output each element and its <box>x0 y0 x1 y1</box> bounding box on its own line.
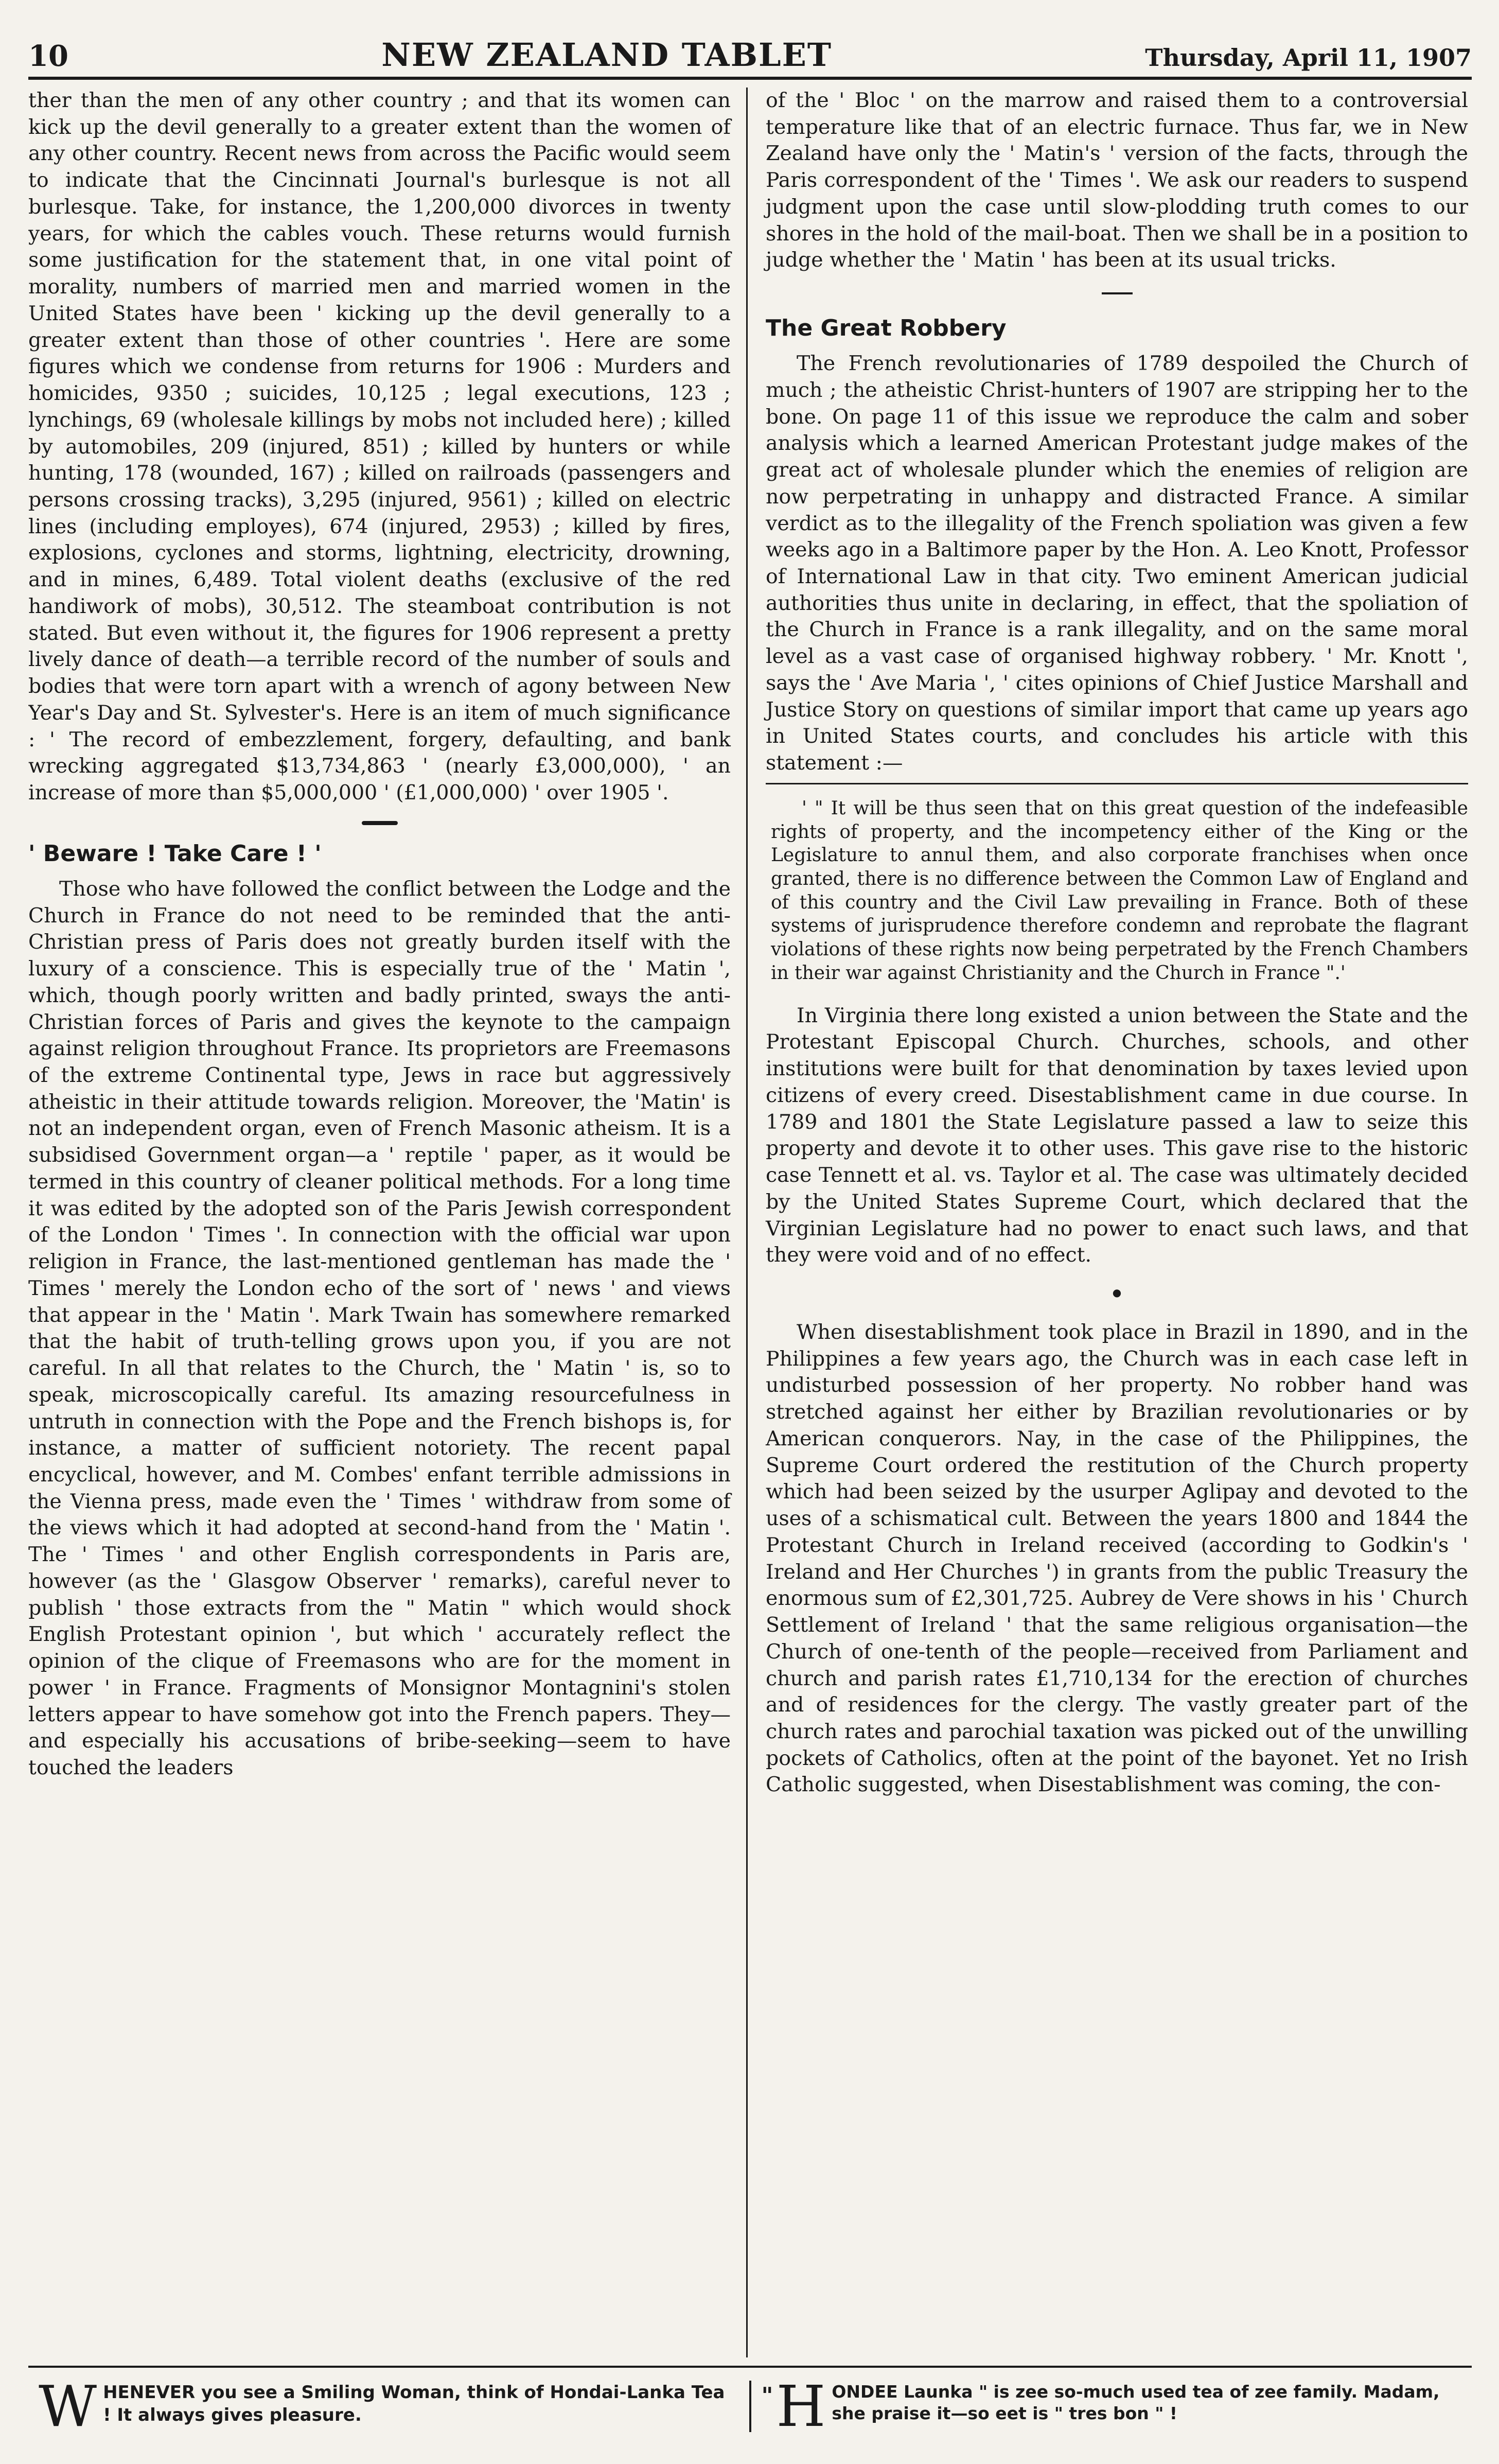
advertisement-right <box>751 2375 1472 2438</box>
page-number: 10 <box>28 39 68 73</box>
paragraph: Those who have followed the conflict between the Lodge and the Church in France do not need to be reminded that the anti-Christian press of Paris does not greatly burden itself with the luxury of a conscience. This is especially true of the ' Matin ', which, though poorly written and badly printed, sways the anti-Christian forces of Paris and gives the keynote to the campaign against religion throughout France. Its proprietors are Freemasons of the extreme Continental type, Jews in race but aggressively atheistic in their attitude towards religion. Moreover, the 'Matin' is not an independent organ, even of French Masonic atheism. It is a subsidised Government organ—a ' reptile ' paper, as it would be termed in this country of cleaner political methods. For a long time it was edited by the adopted son of the Paris Jewish correspondent of the London ' Times '. In connection with the official war upon religion in France, the last-mentioned gentleman has made the ' Times ' merely the London echo of the sort of ' news ' and views that appear in the ' Matin '. Mark Twain has somewhere remarked that the habit of truth-telling grows upon you, if you are not careful. In all that relates to the Church, the ' Matin ' is, so to speak, microscopically careful. Its amazing resourcefulness in untruth in connection with the Pope and the French bishops is, for instance, a matter of sufficient notoriety. The recent papal encyclical, however, and M. Combes' enfant terrible admissions in the Vienna press, made even the ' Times ' withdraw from some of the views which it had adopted at second-hand from the ' Matin '. The ' Times ' and other English correspondents in Paris are, however (as the ' Glasgow Observer ' remarks), careful never to publish ' those extracts from the " Matin " which would shock English Protestant opinion ', but which ' accurately reflect the opinion of the clique of Freemasons who are for the moment in power ' in France. Fragments of Monsignor Montagnini's stolen letters appear to have somehow got into the French papers. They—and especially his accusations of bribe-seeking—seem to have touched the leaders <box>28 877 731 1780</box>
block-quote: ' " It will be thus seen that on this great question of the indefeasible rights of property, and the incompetency either of the King or the Legislature to annul them, and also corporate franchises when once granted, there is no difference between the Common Law of England and of this country and the Civil Law prevailing in France. Both of these systems of jurisprudence therefore condemn and reprobate the flagrant violations of these rights now being perpetrated by the French Chambers in their war against Christianity and the Church in France ".' <box>771 797 1468 984</box>
paragraph: When disestablishment took place in Brazil in 1890, and in the Philippines a few years ago, the Church was in each case left in undisturbed possession of her property. No robber hand was stretched against her either by Brazilian revolutionaries or by American conquerors. Nay, in the case of the Philippines, the Supreme Court ordered the restitution of the Church property which had been seized by the usurper Aglipay and devoted to the uses of a schismatical cult. Between the years 1800 and 1844 the Protestant Church in Ireland received (according to Godkin's ' Ireland and Her Churches ') in grants from the public Treasury the enormous sum of £2,301,725. Aubrey de Vere shows in his ' Church Settlement of Ireland ' that the same religious organisation—the Church of one-tenth of the people—received from Parliament and church and parish rates £1,710,134 for the erection of churches and of residences for the clergy. The vastly greater part of the church rates and parochial taxation was picked out of the unwilling pockets of Catholics, often at the point of the bayonet. Yet no Irish Catholic suggested, when Disestablishment was coming, the con- <box>766 1320 1468 1797</box>
article-columns <box>28 88 1472 2357</box>
masthead <box>28 36 1472 80</box>
publication-title: NEW ZEALAND TABLET <box>381 36 832 74</box>
paragraph: The French revolutionaries of 1789 despoiled the Church of much ; the atheistic Christ-hunters of 1907 are stripping her to the bone. On page 11 of this issue we reproduce the calm and sober analysis which a learned American Protestant judge makes of the great act of wholesale plunder which the enemies of religion are now perpetrating in unhappy and distracted France. A similar verdict as to the illegality of the French spoliation was given a few weeks ago in a Baltimore paper by the Hon. A. Leo Knott, Professor of International Law in that city. Two eminent American judicial authorities thus unite in declaring, in effect, that the spoliation of the Church in France is a rank illegality, and on the same moral level as a vast case of organised highway robbery. ' Mr. Knott ', says the ' Ave Maria ', ' cites opinions of Chief Justice Marshall and Justice Story on questions of similar import that came up years ago in United States courts, and concludes his article with this statement :— <box>766 352 1468 775</box>
paragraph: of the ' Bloc ' on the marrow and raised them to a controversial temperature like that of an electric furnace. Thus far, we in New Zealand have only the ' Matin's ' version of the facts, through the Paris correspondent of the ' Times '. We ask our readers to suspend judgment upon the case until slow-plodding truth comes to our shores in the hold of the mail-boat. Then we shall be in a position to judge whether the ' Matin ' has been at its usual tricks. <box>766 89 1468 272</box>
newspaper-page <box>28 36 1472 2445</box>
left-column <box>28 88 741 2357</box>
ornament-dot: ● <box>1112 1286 1122 1299</box>
drop-cap: W <box>39 2373 97 2439</box>
right-column <box>753 88 1468 2357</box>
paragraph: ther than the men of any other country ; and that its women can kick up the devil generally to a greater extent than the women of any other country. Recent news from across the Pacific would seem to indicate that the Cincinnati Journal's burlesque is not all burlesque. Take, for instance, the 1,200,000 divorces in twenty years, for which the cables vouch. These returns would furnish some justification for the statement that, in one vital point of morality, numbers of married men and married women in the United States have been ' kicking up the devil generally to a greater extent than those of other countries '. Here are some figures which we condense from returns for 1906 : Murders and homicides, 9350 ; suicides, 10,125 ; legal executions, 123 ; lynchings, 69 (wholesale killings by mobs not included here) ; killed by automobiles, 209 (injured, 851) ; killed by hunters or while hunting, 178 (wounded, 167) ; killed on railroads (passengers and persons crossing tracks), 3,295 (injured, 9561) ; killed on electric lines (including employes), 674 (injured, 2953) ; killed by fires, explosions, cyclones and storms, lightning, electricity, drowning, and in mines, 6,489. Total violent deaths (exclusive of the red handiwork of mobs), 30,512. The steamboat contribution is not stated. But even without it, the figures for 1906 represent a pretty lively dance of death—a terrible record of the number of souls and bodies that were torn apart with a wrench of agony between New Year's Day and St. Sylvester's. Here is an item of much significance : ' The record of embezzlement, forgery, defaulting, and bank wrecking aggregated $13,734,863 ' (nearly £3,000,000), ' an increase of more than $5,000,000 ' (£1,000,000) ' over 1905 '. <box>28 89 731 805</box>
ad-text: ONDEE Launka " is zee so-much used tea of zee family. Madam, she praise it—so eet is " tres bon " ! <box>832 2381 1440 2424</box>
footer-advertisements <box>28 2366 1472 2445</box>
issue-date: Thursday, April 11, 1907 <box>1145 44 1472 72</box>
quote-rule <box>766 783 1468 784</box>
section-divider <box>362 821 398 825</box>
open-quote: " <box>761 2382 773 2409</box>
column-rule <box>746 88 748 2357</box>
advertisement-left <box>28 2375 749 2438</box>
drop-cap: H <box>776 2373 826 2439</box>
section-heading: The Great Robbery <box>766 315 1007 342</box>
section-divider <box>1102 292 1133 294</box>
ad-text: HENEVER you see a Smiling Woman, think of Hondai-Lanka Tea ! It always gives pleasure. <box>103 2382 725 2425</box>
section-heading: ' Beware ! Take Care ! ' <box>28 840 322 867</box>
paragraph: In Virginia there long existed a union between the State and the Protestant Episcopal Church. Churches, schools, and other institutions were built for that denomination by taxes levied upon citizens of every creed. Disestablishment came in due course. In 1789 and 1801 the State Legislature passed a law to seize this property and devote it to other uses. This gave rise to the historic case Tennett et al. vs. Taylor et al. The case was ultimately decided by the United States Supreme Court, which declared that the Virginian Legislature had no power to enact such laws, and that they were void and of no effect. <box>766 1003 1468 1267</box>
